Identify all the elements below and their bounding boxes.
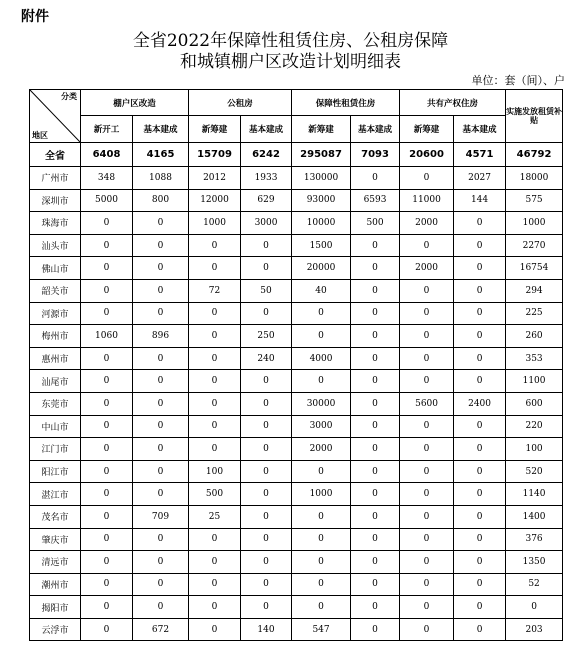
table-cell: 0 [133, 347, 189, 370]
table-cell: 130000 [292, 167, 351, 190]
table-cell: 0 [400, 302, 454, 325]
table-cell: 0 [400, 415, 454, 438]
table-row [30, 279, 563, 302]
table-cell: 0 [133, 460, 189, 483]
table-cell: 896 [133, 325, 189, 348]
table-cell: 0 [241, 234, 292, 257]
table-cell: 0 [454, 438, 506, 461]
group-header-row [30, 90, 563, 116]
table-cell: 0 [81, 528, 133, 551]
table-cell: 2000 [400, 257, 454, 280]
table-cell: 6593 [351, 189, 400, 212]
table-cell: 295087 [292, 143, 351, 167]
table-cell: 0 [351, 415, 400, 438]
table-cell: 0 [241, 596, 292, 619]
city-name-cell: 中山市 [30, 415, 81, 438]
table-cell: 0 [351, 528, 400, 551]
city-name-cell: 韶关市 [30, 279, 81, 302]
table-cell: 15709 [189, 143, 241, 167]
table-row [30, 618, 563, 641]
city-name-cell: 梅州市 [30, 325, 81, 348]
table-row [30, 573, 563, 596]
table-cell: 0 [81, 279, 133, 302]
table-cell: 0 [351, 302, 400, 325]
table-cell: 520 [506, 460, 563, 483]
table-cell: 11000 [400, 189, 454, 212]
sub-header: 新筹建 [400, 116, 454, 143]
table-cell: 0 [351, 347, 400, 370]
table-cell: 629 [241, 189, 292, 212]
table-cell: 18000 [506, 167, 563, 190]
group-header-public-rental: 公租房 [189, 90, 292, 116]
table-row [30, 370, 563, 393]
table-cell: 0 [81, 483, 133, 506]
table-cell: 0 [400, 528, 454, 551]
table-cell: 260 [506, 325, 563, 348]
table-row [30, 596, 563, 619]
table-cell: 2027 [454, 167, 506, 190]
table-cell: 1500 [292, 234, 351, 257]
table-row [30, 460, 563, 483]
unit-note: 单位：套（间）、户 [471, 74, 565, 87]
sub-header: 基本建成 [351, 116, 400, 143]
table-cell: 30000 [292, 392, 351, 415]
table-cell: 0 [189, 618, 241, 641]
table-cell: 0 [241, 483, 292, 506]
city-name-cell: 江门市 [30, 438, 81, 461]
total-row [30, 143, 563, 167]
table-cell: 0 [454, 483, 506, 506]
table-cell: 0 [189, 528, 241, 551]
table-cell: 0 [454, 302, 506, 325]
table-cell: 0 [454, 573, 506, 596]
table-cell: 0 [133, 483, 189, 506]
table-cell: 0 [292, 505, 351, 528]
table-cell: 0 [133, 573, 189, 596]
table-cell: 40 [292, 279, 351, 302]
table-cell: 294 [506, 279, 563, 302]
table-cell: 0 [400, 370, 454, 393]
table-cell: 0 [133, 234, 189, 257]
table-cell: 0 [351, 167, 400, 190]
table-cell: 0 [81, 347, 133, 370]
table-row [30, 551, 563, 574]
table-cell: 144 [454, 189, 506, 212]
table-cell: 0 [81, 370, 133, 393]
table-row [30, 302, 563, 325]
table-cell: 0 [351, 234, 400, 257]
table-cell: 0 [81, 234, 133, 257]
table-row [30, 347, 563, 370]
table-cell: 0 [81, 392, 133, 415]
plan-detail-table [29, 89, 563, 641]
table-cell: 20000 [292, 257, 351, 280]
table-cell: 0 [351, 325, 400, 348]
table-cell: 16754 [506, 257, 563, 280]
city-name-cell: 湛江市 [30, 483, 81, 506]
table-cell: 600 [506, 392, 563, 415]
table-cell: 0 [133, 551, 189, 574]
table-row [30, 438, 563, 461]
table-cell: 0 [400, 596, 454, 619]
table-cell: 0 [506, 596, 563, 619]
table-cell: 0 [241, 302, 292, 325]
sub-header: 新开工 [81, 116, 133, 143]
table-cell: 10000 [292, 212, 351, 235]
table-cell: 0 [400, 347, 454, 370]
city-name-cell: 茂名市 [30, 505, 81, 528]
city-name-cell: 汕尾市 [30, 370, 81, 393]
table-cell: 500 [351, 212, 400, 235]
city-name-cell: 广州市 [30, 167, 81, 190]
table-cell: 0 [189, 370, 241, 393]
city-name-cell: 清远市 [30, 551, 81, 574]
table-cell: 376 [506, 528, 563, 551]
table-cell: 20600 [400, 143, 454, 167]
table-cell: 0 [454, 596, 506, 619]
table-cell: 0 [189, 325, 241, 348]
table-cell: 0 [292, 460, 351, 483]
table-cell: 7093 [351, 143, 400, 167]
table-cell: 4000 [292, 347, 351, 370]
city-name-cell: 惠州市 [30, 347, 81, 370]
table-row [30, 505, 563, 528]
table-cell: 0 [400, 573, 454, 596]
table-cell: 0 [133, 212, 189, 235]
table-cell: 0 [454, 212, 506, 235]
table-cell: 0 [400, 438, 454, 461]
city-name-cell: 潮州市 [30, 573, 81, 596]
table-cell: 1000 [292, 483, 351, 506]
table-cell: 0 [81, 596, 133, 619]
table-cell: 52 [506, 573, 563, 596]
table-cell: 0 [400, 325, 454, 348]
table-cell: 0 [292, 528, 351, 551]
table-row [30, 325, 563, 348]
header-rent-subsidy: 实施发放租赁补贴 [506, 90, 563, 143]
table-cell: 0 [133, 596, 189, 619]
table-cell: 0 [81, 618, 133, 641]
city-name-cell: 汕头市 [30, 234, 81, 257]
table-cell: 0 [189, 415, 241, 438]
table-cell: 0 [189, 234, 241, 257]
table-cell: 1088 [133, 167, 189, 190]
table-cell: 0 [351, 551, 400, 574]
table-cell: 25 [189, 505, 241, 528]
corner-region-label: 地区 [32, 131, 48, 140]
attachment-label: 附件 [21, 9, 49, 25]
sub-header: 新筹建 [189, 116, 241, 143]
table-cell: 0 [81, 302, 133, 325]
group-header-affordable-rental: 保障性租赁住房 [292, 90, 400, 116]
table-cell: 0 [351, 505, 400, 528]
table-cell: 0 [189, 438, 241, 461]
table-cell: 0 [454, 505, 506, 528]
table-cell: 225 [506, 302, 563, 325]
table-cell: 0 [400, 279, 454, 302]
table-cell: 4165 [133, 143, 189, 167]
table-cell: 0 [189, 257, 241, 280]
city-name-cell: 珠海市 [30, 212, 81, 235]
table-cell: 0 [81, 460, 133, 483]
document-title-line2: 和城镇棚户区改造计划明细表 [180, 52, 401, 72]
table-cell: 0 [133, 370, 189, 393]
table-cell: 0 [133, 528, 189, 551]
sub-header: 新筹建 [292, 116, 351, 143]
table-cell: 100 [189, 460, 241, 483]
table-cell: 1933 [241, 167, 292, 190]
table-cell: 93000 [292, 189, 351, 212]
table-cell: 0 [241, 392, 292, 415]
table-cell: 0 [454, 325, 506, 348]
table-cell: 672 [133, 618, 189, 641]
table-cell: 0 [351, 279, 400, 302]
table-cell: 0 [400, 167, 454, 190]
table-cell: 5000 [81, 189, 133, 212]
table-cell: 0 [454, 370, 506, 393]
table-row [30, 415, 563, 438]
table-cell: 12000 [189, 189, 241, 212]
table-cell: 500 [189, 483, 241, 506]
table-cell: 0 [241, 573, 292, 596]
group-header-shantytown: 棚户区改造 [81, 90, 189, 116]
table-cell: 0 [400, 460, 454, 483]
table-cell: 2270 [506, 234, 563, 257]
table-cell: 0 [189, 302, 241, 325]
table-cell: 0 [351, 438, 400, 461]
table-cell: 0 [454, 528, 506, 551]
table-cell: 0 [241, 415, 292, 438]
city-name-cell: 河源市 [30, 302, 81, 325]
table-cell: 100 [506, 438, 563, 461]
city-name-cell: 阳江市 [30, 460, 81, 483]
table-row [30, 483, 563, 506]
table-cell: 0 [241, 528, 292, 551]
table-cell: 547 [292, 618, 351, 641]
table-cell: 4571 [454, 143, 506, 167]
table-cell: 0 [292, 596, 351, 619]
table-cell: 0 [454, 460, 506, 483]
table-cell: 0 [454, 234, 506, 257]
city-name-cell: 云浮市 [30, 618, 81, 641]
table-cell: 0 [81, 415, 133, 438]
table-cell: 2000 [400, 212, 454, 235]
sub-header: 基本建成 [241, 116, 292, 143]
table-cell: 0 [351, 618, 400, 641]
table-cell: 1350 [506, 551, 563, 574]
city-name-cell: 东莞市 [30, 392, 81, 415]
table-cell: 0 [241, 460, 292, 483]
table-cell: 0 [81, 551, 133, 574]
table-row [30, 212, 563, 235]
table-cell: 5600 [400, 392, 454, 415]
document-title-line1: 全省2022年保障性租赁住房、公租房保障 [132, 31, 449, 51]
table-cell: 50 [241, 279, 292, 302]
table-cell: 0 [133, 302, 189, 325]
table-cell: 6242 [241, 143, 292, 167]
table-cell: 348 [81, 167, 133, 190]
table-cell: 0 [241, 257, 292, 280]
table-cell: 0 [400, 234, 454, 257]
table-cell: 46792 [506, 143, 563, 167]
table-cell: 575 [506, 189, 563, 212]
table-row [30, 257, 563, 280]
table-cell: 0 [351, 596, 400, 619]
table-row [30, 234, 563, 257]
table-cell: 800 [133, 189, 189, 212]
table-cell: 0 [292, 370, 351, 393]
table-cell: 0 [454, 618, 506, 641]
table-row [30, 528, 563, 551]
table-cell: 0 [189, 347, 241, 370]
table-cell: 0 [81, 438, 133, 461]
corner-category-label: 分类 [61, 92, 77, 101]
table-cell: 220 [506, 415, 563, 438]
table-cell: 0 [454, 257, 506, 280]
table-row [30, 167, 563, 190]
table-cell: 0 [400, 505, 454, 528]
table-cell: 0 [81, 212, 133, 235]
table-cell: 0 [400, 551, 454, 574]
corner-header [30, 90, 81, 143]
table-cell: 3000 [241, 212, 292, 235]
table-cell: 0 [133, 438, 189, 461]
table-cell: 0 [189, 573, 241, 596]
table-cell: 0 [292, 573, 351, 596]
table-cell: 1000 [506, 212, 563, 235]
table-cell: 0 [241, 551, 292, 574]
city-name-cell: 深圳市 [30, 189, 81, 212]
table-cell: 0 [351, 392, 400, 415]
sub-header: 基本建成 [454, 116, 506, 143]
sub-header-row [30, 116, 563, 143]
table-cell: 203 [506, 618, 563, 641]
table-cell: 140 [241, 618, 292, 641]
table-cell: 0 [241, 438, 292, 461]
table-cell: 0 [400, 483, 454, 506]
table-cell: 1000 [189, 212, 241, 235]
table-cell: 0 [81, 573, 133, 596]
table-cell: 240 [241, 347, 292, 370]
table-cell: 0 [133, 279, 189, 302]
table-cell: 6408 [81, 143, 133, 167]
city-name-cell: 揭阳市 [30, 596, 81, 619]
table-cell: 250 [241, 325, 292, 348]
city-name-cell: 肇庆市 [30, 528, 81, 551]
sub-header: 基本建成 [133, 116, 189, 143]
table-cell: 0 [133, 257, 189, 280]
table-cell: 0 [189, 596, 241, 619]
table-cell: 1400 [506, 505, 563, 528]
table-cell: 0 [189, 392, 241, 415]
city-name-cell: 佛山市 [30, 257, 81, 280]
table-cell: 0 [400, 618, 454, 641]
table-cell: 0 [454, 551, 506, 574]
table-cell: 0 [81, 505, 133, 528]
table-cell: 709 [133, 505, 189, 528]
table-cell: 0 [454, 347, 506, 370]
table-cell: 0 [81, 257, 133, 280]
table-cell: 2012 [189, 167, 241, 190]
table-cell: 2400 [454, 392, 506, 415]
table-cell: 0 [241, 370, 292, 393]
table-cell: 1100 [506, 370, 563, 393]
table-cell: 0 [351, 257, 400, 280]
table-cell: 全省 [30, 143, 81, 167]
table-cell: 0 [292, 302, 351, 325]
table-cell: 1140 [506, 483, 563, 506]
table-cell: 0 [292, 325, 351, 348]
table-cell: 0 [133, 392, 189, 415]
table-cell: 3000 [292, 415, 351, 438]
table-cell: 0 [351, 460, 400, 483]
table-cell: 0 [454, 279, 506, 302]
table-cell: 0 [133, 415, 189, 438]
table-cell: 0 [351, 573, 400, 596]
table-cell: 2000 [292, 438, 351, 461]
table-cell: 0 [292, 551, 351, 574]
table-cell: 0 [241, 505, 292, 528]
table-cell: 0 [189, 551, 241, 574]
table-cell: 0 [351, 370, 400, 393]
table-cell: 0 [454, 415, 506, 438]
table-cell: 0 [351, 483, 400, 506]
table-cell: 72 [189, 279, 241, 302]
table-cell: 1060 [81, 325, 133, 348]
group-header-shared-ownership: 共有产权住房 [400, 90, 506, 116]
table-row [30, 392, 563, 415]
table-cell: 353 [506, 347, 563, 370]
table-row [30, 189, 563, 212]
